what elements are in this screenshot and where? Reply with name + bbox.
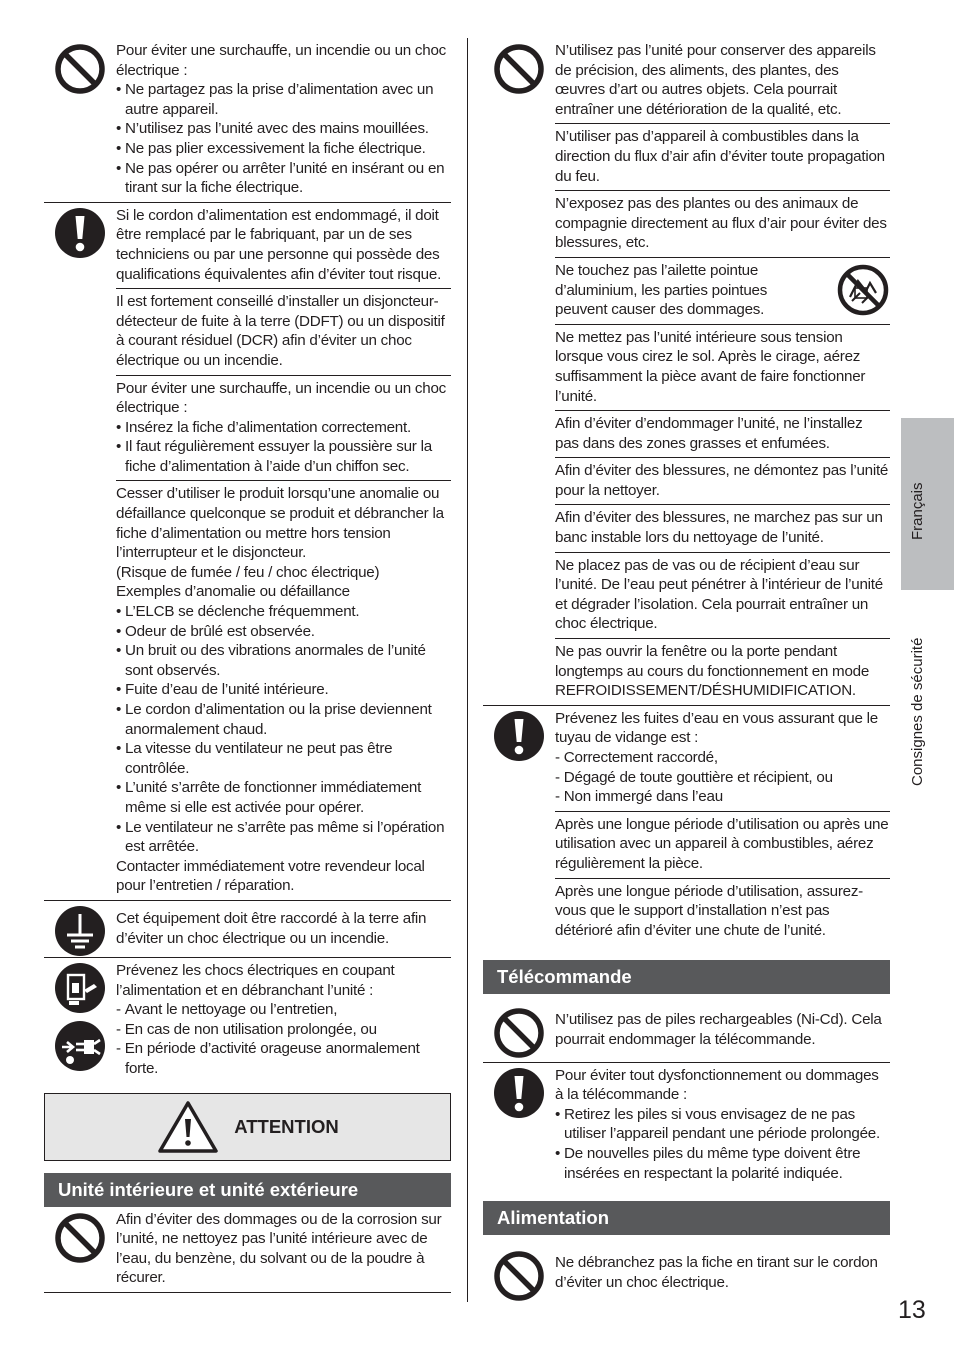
- text-block: Pour éviter une surchauffe, un incendie ou un choc électrique : • Insérez la fiche d’alimentation correctement. • Il faut régulièrement essuyer la poussière sur la fiche d’alimentation à l’aide d’un chiffon sec.: [116, 375, 451, 481]
- do-not-touch-fin-icon: [836, 263, 890, 317]
- prohibited-group-cleaning: [44, 1207, 451, 1293]
- text-block: Prévenez les chocs électriques en coupant l’alimentation et en débranchant l’unité : - Avant le nettoyage ou l’entretien, - En cas de non utilisation prolongée, ou - En période d’activité orageuse anormalement forte.: [116, 958, 451, 1083]
- text-block: Afin d’éviter des blessures, ne démontez pas l’unité pour la nettoyer.: [555, 457, 890, 504]
- text-block: N’exposez pas des plantes ou des animaux de compagnie directement au flux d’air pour éviter des blessures, etc.: [555, 190, 890, 257]
- section-tab-label: Consignes de sécurité: [909, 637, 926, 786]
- attention-banner: [44, 1093, 451, 1161]
- warning-triangle-icon: [156, 1099, 220, 1155]
- text-block: Après une longue période d’utilisation ou après une utilisation avec un appareil à combustibles, aérez régulièrement la pièce.: [555, 811, 890, 878]
- text-block: Cesser d’utiliser le produit lorsqu’une anomalie ou défaillance quelconque se produit et débrancher la fiche d’alimentation ou mettre hors tension l’interrupteur et le disjoncteur. (Risque de fumée / feu / choc électrique) Exemples d’anomalie ou défaillance • L’ELCB se déclenche fréquemment. • Odeur de brûlé est observée. • Un bruit ou des vibrations anormales de l’unité sont observés. • Fuite d’eau de l’unité intérieure. • Le cordon d’alimentation ou la prise deviennent anormalement chaud. • La vitesse du ventilateur ne peut pas être contrôlée. • L’unité s’arrête de fonctionner immédiatement même si elle est activée pour opérer. • Le ventilateur ne s’arrête pas même si l’opération est arrêtée. Contacter immédiatement votre revendeur local pour l’entretien / réparation.: [116, 480, 451, 899]
- text-block: Il est fortement conseillé d’installer un disjoncteur-détecteur de fuite à la terre (DDFT) ou un dispositif à courant résiduel (DCR) afin d’éviter un choc électrique ou un incendie.: [116, 288, 451, 374]
- section-header-remote: Télécommande: [483, 960, 890, 994]
- text-block: N’utiliser pas d’appareil à combustibles dans la direction du flux d’air afin d’éviter toute propagation du feu.: [555, 123, 890, 190]
- text-block: Après une longue période d’utilisation, assurez-vous que le support d’installation n’est pas détérioré afin d’éviter une chute de l’unité.: [555, 878, 890, 945]
- prohibition-icon: [492, 1249, 546, 1303]
- earth-ground-icon: [54, 905, 106, 957]
- section-header-power: Alimentation: [483, 1201, 890, 1235]
- text-block: Afin d’éviter d’endommager l’unité, ne l’installez pas dans des zones grasses et enfumées.: [555, 410, 890, 457]
- mandatory-exclamation-icon: [493, 1067, 545, 1119]
- prohibited-group-unplug: [483, 1245, 890, 1303]
- prohibition-icon: [53, 1211, 107, 1265]
- language-tab-label: Français: [909, 482, 926, 540]
- text-block: Ne touchez pas l’ailette pointue d’aluminium, les parties pointues peuvent causer des dommages.: [555, 257, 890, 324]
- text-block: Prévenez les fuites d’eau en vous assurant que le tuyau de vidange est : - Correctement raccordé, - Dégagé de toute gouttière et récipient, ou - Non immergé dans l’eau: [555, 706, 890, 811]
- page-number: 13: [898, 1296, 926, 1324]
- text-block: Afin d’éviter des dommages ou de la corrosion sur l’unité, ne nettoyez pas l’unité intérieure avec de l’eau, du benzène, du solvant ou de la poudre à récurer.: [116, 1210, 442, 1287]
- mandatory-group-power: [44, 203, 451, 901]
- unplug-icon: [54, 1020, 106, 1072]
- text-block: N’utilisez pas l’unité pour conserver des appareils de précision, des aliments, des plantes, des œuvres d’art ou autres objets. Cela pourrait entraîner une détérioration de la qualité, etc.: [555, 42, 876, 118]
- prohibited-group-usage: [483, 38, 890, 706]
- mandatory-group-remote: [483, 1063, 890, 1188]
- column-divider: [467, 38, 468, 1302]
- text-block: Pour éviter une surchauffe, un incendie ou un choc électrique : • Ne partagez pas la prise d’alimentation avec un autre appareil. • N’utilisez pas l’unité avec des mains mouillées. • Ne pas plier excessivement la fiche électrique. • Ne pas opérer ou arrêter l’unité en insérant ou en tirant sur la fiche électrique.: [116, 38, 451, 202]
- section-header-indoor-outdoor: Unité intérieure et unité extérieure: [44, 1173, 451, 1207]
- switch-off-icon: [54, 962, 106, 1014]
- text-block: Afin d’éviter des blessures, ne marchez pas sur un banc instable lors du nettoyage de l’unité.: [555, 504, 890, 551]
- attention-label: ATTENTION: [234, 1115, 339, 1137]
- unplug-group: [44, 958, 451, 1083]
- earth-group: [44, 901, 451, 958]
- prohibition-icon: [53, 42, 107, 96]
- text-block: Ne pas ouvrir la fenêtre ou la porte pendant longtemps au cours du fonctionnement en mode REFROIDISSEMENT/DÉSHUMIDIFICATION.: [555, 638, 890, 705]
- mandatory-exclamation-icon: [54, 207, 106, 259]
- right-column: [483, 38, 890, 1303]
- prohibited-group-batteries: [483, 1002, 890, 1062]
- prohibition-icon: [492, 1006, 546, 1060]
- prohibited-group-power: [44, 38, 451, 203]
- text-block: Cet équipement doit être raccordé à la terre afin d’éviter un choc électrique ou un incendie.: [116, 909, 427, 947]
- text-block: Si le cordon d’alimentation est endommagé, il doit être remplacé par le fabriquant, par un de ses techniciens ou par une personne qui possède des qualifications équivalentes afin d’éviter tout risque.: [116, 206, 442, 283]
- text-block: Ne placez pas de vas ou de récipient d’eau sur l’unité. De l’eau peut pénétrer à l’intérieur de l’unité et dégrader l’isolation. Cela pourrait entraîner un choc électrique.: [555, 552, 890, 638]
- mandatory-exclamation-icon: [493, 710, 545, 762]
- text-block: Ne débranchez pas la fiche en tirant sur le cordon d’éviter un choc électrique.: [555, 1254, 878, 1291]
- text-block: Pour éviter tout dysfonctionnement ou dommages à la télécommande : • Retirez les piles si vous envisagez de ne pas utiliser l’appareil pendant une période prolongée. • De nouvelles piles du même type doivent être insérées en respectant la polarité indiquée.: [555, 1063, 890, 1188]
- mandatory-group-drain: [483, 706, 890, 945]
- text-block: N’utilisez pas de piles rechargeables (Ni-Cd). Cela pourrait endommager la télécommande.: [555, 1011, 882, 1048]
- text-block: Ne mettez pas l’unité intérieure sous tension lorsque vous cirez le sol. Après le cirage, aérez suffisamment la pièce avant de faire fonctionner l’unité.: [555, 324, 890, 410]
- left-column: [44, 38, 451, 1293]
- prohibition-icon: [492, 42, 546, 96]
